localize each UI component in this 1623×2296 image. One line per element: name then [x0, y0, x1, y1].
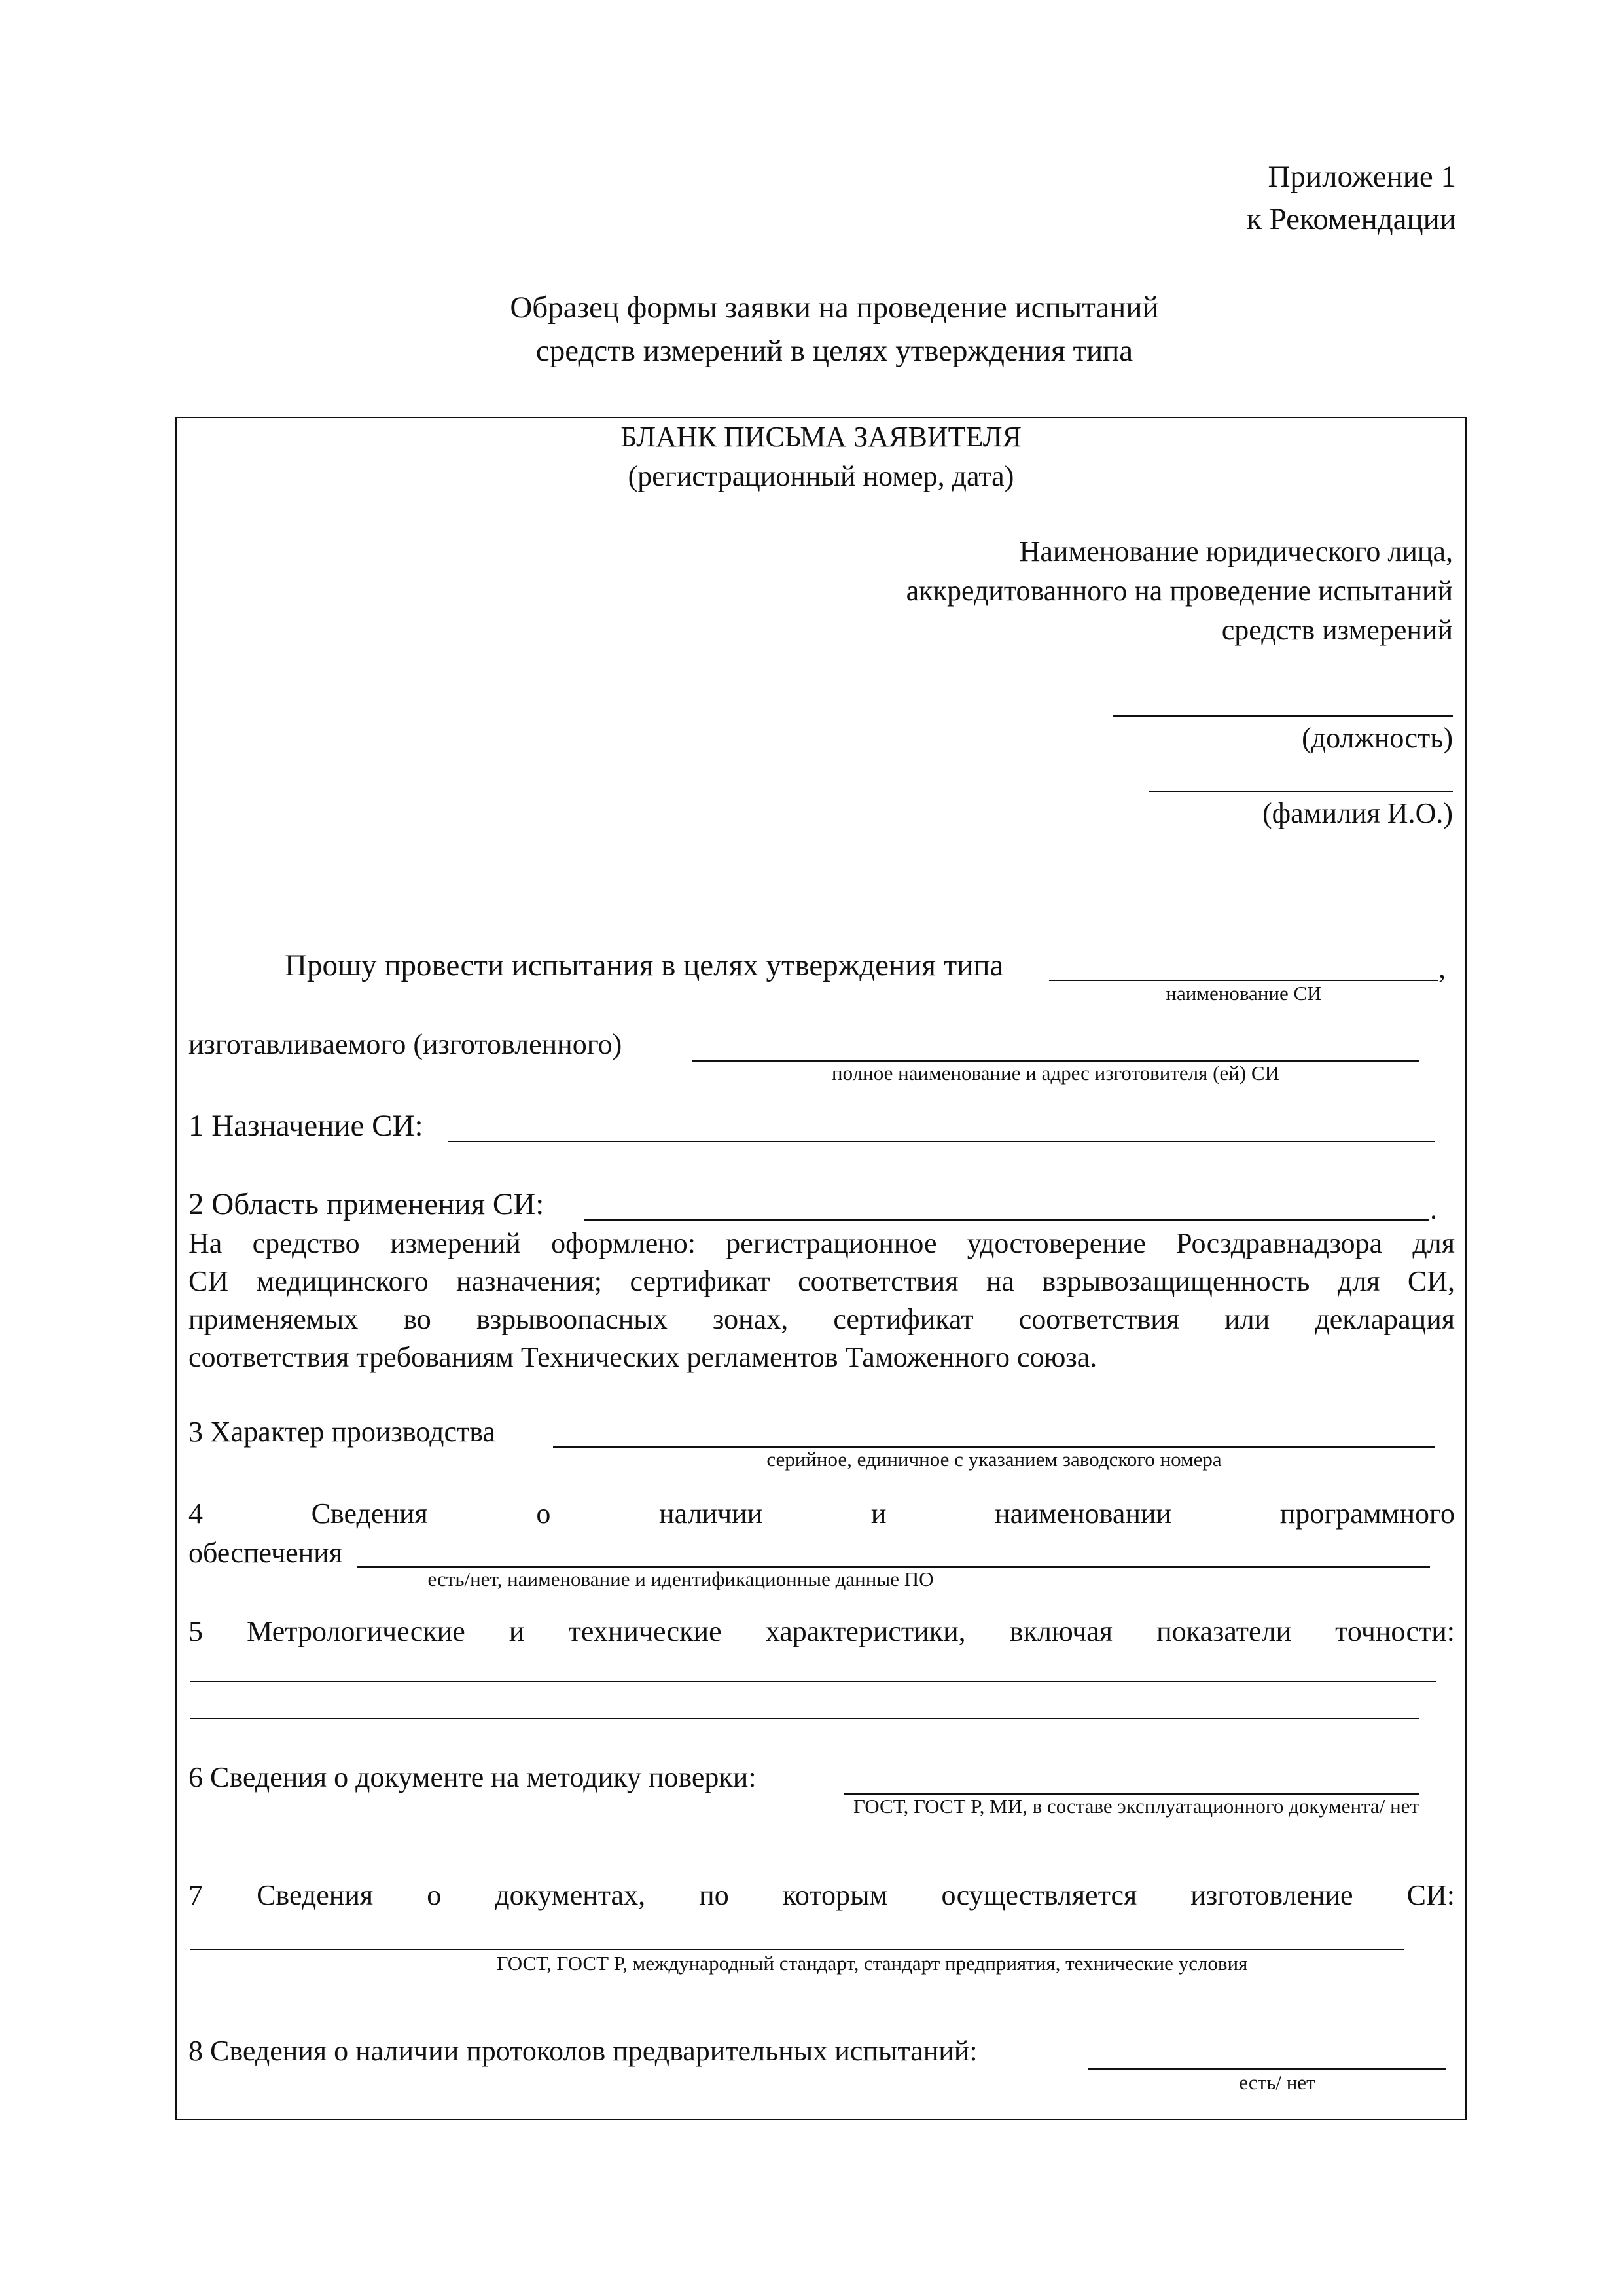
item8-label: 8 Сведения о наличии протоколов предварительных испытаний:	[188, 2035, 978, 2067]
si-name-caption: наименование СИ	[1166, 982, 1322, 1005]
request-text: Прошу провести испытания в целях утверждения типа	[285, 948, 1004, 982]
appendix-reference: к Рекомендации	[1246, 202, 1456, 236]
item6-label: 6 Сведения о документе на методику поверки:	[188, 1761, 757, 1793]
item2-period: .	[1430, 1193, 1437, 1225]
item7-label: 7 Сведения о документах, по которым осуществляется изготовление СИ:	[188, 1879, 1455, 1911]
characteristics-field-line1[interactable]	[190, 1681, 1436, 1682]
characteristics-field-line2[interactable]	[190, 1718, 1419, 1719]
item5-label: 5 Метрологические и технические характеристики, включая показатели точности:	[188, 1615, 1455, 1647]
certificate-paragraph-line3: применяемых во взрывоопасных зонах, сертификат соответствия или декларация	[188, 1303, 1455, 1335]
preliminary-tests-caption: есть/ нет	[1239, 2071, 1315, 2094]
request-comma: ,	[1438, 952, 1446, 984]
name-field[interactable]	[1149, 791, 1453, 792]
position-caption: (должность)	[1302, 722, 1453, 754]
item4-label-line1: 4 Сведения о наличии и наименовании программного	[188, 1498, 1455, 1530]
certificate-paragraph-line1: На средство измерений оформлено: регистрационное удостоверение Росздравнадзора для	[188, 1227, 1455, 1259]
application-field[interactable]	[584, 1219, 1429, 1221]
item3-label: 3 Характер производства	[188, 1416, 495, 1448]
name-caption: (фамилия И.О.)	[1262, 797, 1453, 829]
item4-label-line2: обеспечения	[188, 1537, 342, 1569]
appendix-number: Приложение 1	[1268, 160, 1456, 194]
production-caption: серийное, единичное с указанием заводского номера	[766, 1448, 1222, 1471]
item1-label: 1 Назначение СИ:	[188, 1109, 423, 1143]
manufacturer-caption: полное наименование и адрес изготовителя (ей) СИ	[832, 1062, 1279, 1085]
registration-number-label: (регистрационный номер, дата)	[628, 460, 1014, 492]
si-name-field[interactable]	[1049, 980, 1438, 981]
certificate-paragraph-line2: СИ медицинского назначения; сертификат соответствия на взрывозащищенность для СИ,	[188, 1265, 1455, 1297]
software-caption: есть/нет, наименование и идентификационные данные ПО	[427, 1568, 934, 1590]
manufacturing-docs-caption: ГОСТ, ГОСТ Р, международный стандарт, стандарт предприятия, технические условия	[496, 1952, 1248, 1975]
addressee-line3: средств измерений	[1221, 614, 1453, 646]
document-title-line2: средств измерений в целях утверждения типа	[535, 334, 1133, 368]
purpose-field[interactable]	[448, 1141, 1435, 1142]
manufacturing-docs-field[interactable]	[190, 1949, 1404, 1950]
document-title-line1: Образец формы заявки на проведение испытаний	[510, 291, 1159, 325]
preliminary-tests-field[interactable]	[1088, 2068, 1446, 2070]
manufactured-text: изготавливаемого (изготовленного)	[188, 1028, 622, 1060]
item2-label: 2 Область применения СИ:	[188, 1187, 544, 1221]
verification-method-caption: ГОСТ, ГОСТ Р, МИ, в составе эксплуатационного документа/ нет	[853, 1795, 1419, 1818]
letterhead-label: БЛАНК ПИСЬМА ЗАЯВИТЕЛЯ	[620, 421, 1022, 453]
addressee-line1: Наименование юридического лица,	[1019, 535, 1453, 567]
addressee-line2: аккредитованного на проведение испытаний	[906, 575, 1453, 607]
position-field[interactable]	[1113, 715, 1453, 717]
certificate-paragraph-line4: соответствия требованиям Технических регламентов Таможенного союза.	[188, 1341, 1097, 1373]
